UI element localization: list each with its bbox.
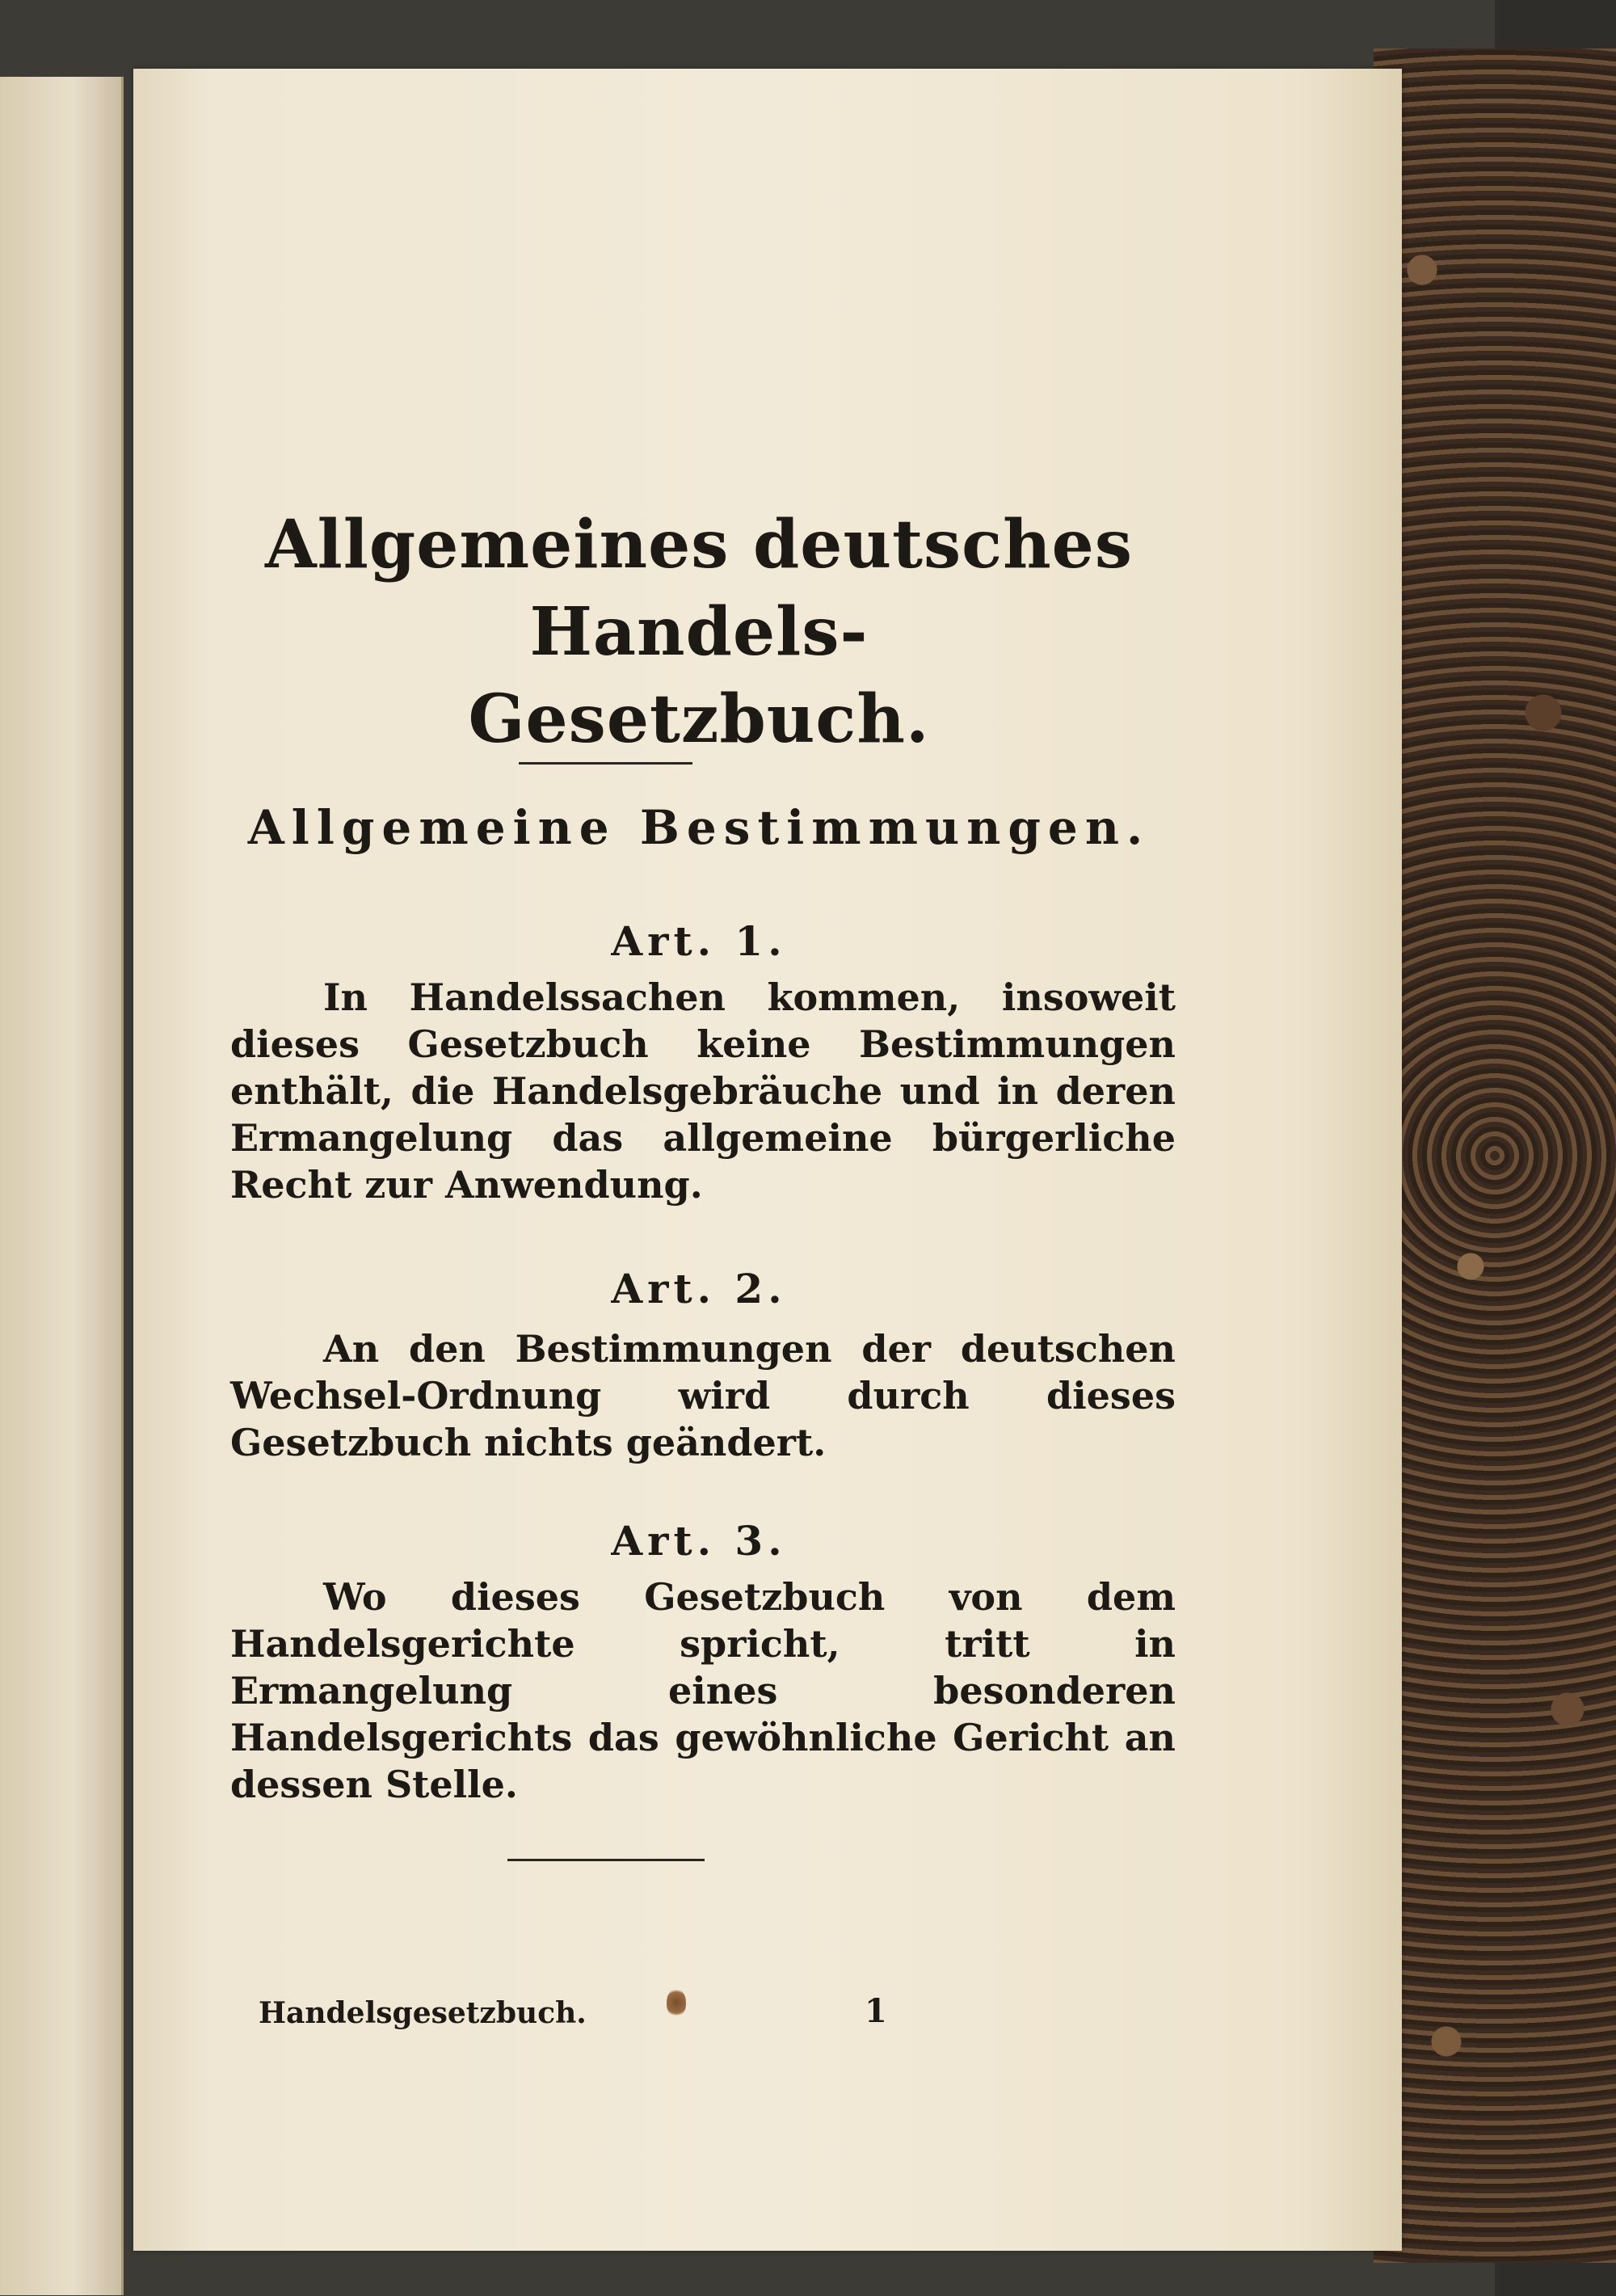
signature-mark: 1 [865, 1992, 887, 2030]
marbled-cover [1374, 48, 1616, 2263]
title-line-1: Allgemeines deutsches Handels- [264, 506, 1134, 671]
left-page-edge [0, 77, 124, 2295]
article-2-heading: Art. 2. [611, 1265, 787, 1312]
ink-stain [667, 1988, 686, 2017]
divider-bottom [507, 1859, 705, 1861]
section-heading: Allgemeine Bestimmungen. [247, 800, 1151, 855]
article-3-heading: Art. 3. [611, 1517, 787, 1565]
article-1-text: In Handelssachen kommen, insoweit dieses Gesetzbuch keine Bestimmungen enthält, die Handelsgebräuche und in deren Ermangelung das allgemeine bürgerliche Recht zur Anwendung. [230, 975, 1176, 1207]
article-1-heading: Art. 1. [611, 917, 787, 965]
book-page [133, 69, 1402, 2251]
article-3-text: Wo dieses Gesetzbuch von dem Handelsgerichte spricht, tritt in Ermangelung eines besonderen Handelsgerichts das gewöhnliche Gericht an dessen Stelle. [230, 1575, 1176, 1806]
article-2-text: An den Bestimmungen der deutschen Wechsel-Ordnung wird durch dieses Gesetzbuch nichts geändert. [230, 1327, 1176, 1464]
title-line-2: Gesetzbuch. [468, 680, 930, 758]
running-title: Handelsgesetzbuch. [259, 1996, 587, 2030]
